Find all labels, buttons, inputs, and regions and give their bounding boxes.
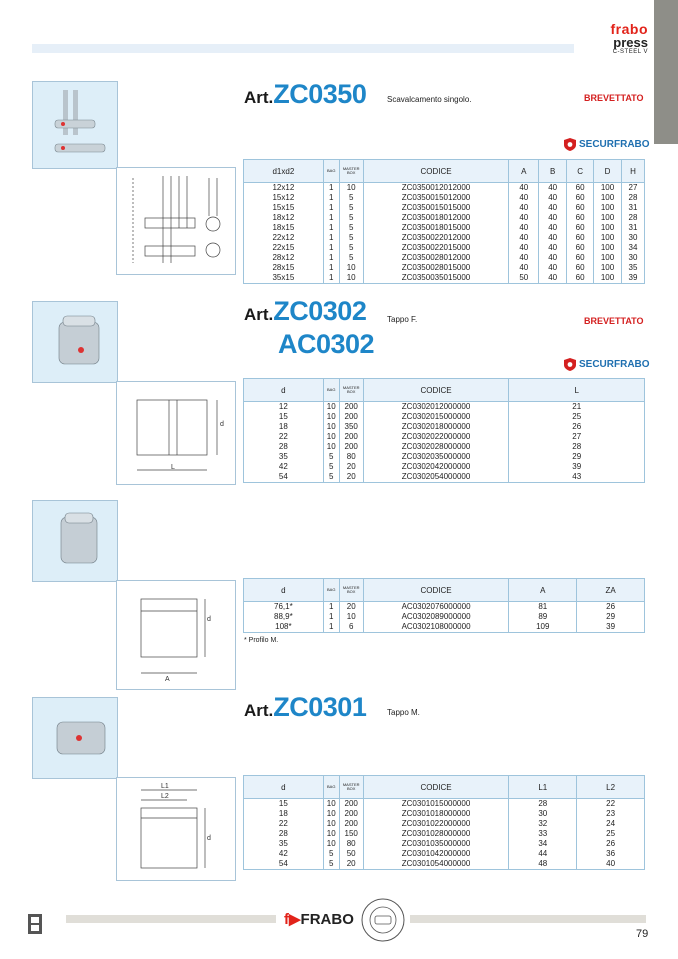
table-cell: 35 <box>622 263 645 273</box>
table-row <box>244 819 645 829</box>
table-cell: 28 <box>509 799 577 810</box>
table-cell: 100 <box>594 213 622 223</box>
table-cell: 42 <box>244 462 324 472</box>
column-header: d1xd2 <box>244 160 324 183</box>
column-header: BAG <box>323 379 339 402</box>
table-cell: 40 <box>539 203 567 213</box>
table-cell: 60 <box>567 203 594 213</box>
table-cell: 26 <box>577 602 645 613</box>
table-row <box>244 452 645 462</box>
table-row <box>244 859 645 870</box>
table-cell: 22x12 <box>244 233 324 243</box>
column-header: L <box>509 379 645 402</box>
table-cell: 40 <box>509 213 539 223</box>
table-cell: 40 <box>539 193 567 203</box>
table-cell: ZC0302028000000 <box>363 442 509 452</box>
table-cell: 25 <box>577 829 645 839</box>
table-row <box>244 799 645 810</box>
table-cell: 40 <box>509 203 539 213</box>
table-cell: 26 <box>509 422 645 432</box>
table-cell: ZC0301028000000 <box>363 829 509 839</box>
group-logo <box>4 906 62 942</box>
table-cell: 28 <box>244 829 324 839</box>
footer-band-left <box>66 915 276 923</box>
table-cell: 150 <box>339 829 363 839</box>
table-cell: 28 <box>244 442 324 452</box>
table-cell: 100 <box>594 183 622 194</box>
table-cell: 40 <box>539 233 567 243</box>
table-row <box>244 612 645 622</box>
footer-brand: f▶FRABO <box>284 911 354 928</box>
table-cell: 40 <box>539 213 567 223</box>
table-cell: 40 <box>509 253 539 263</box>
table-cell: 18 <box>244 422 324 432</box>
table-cell: 10 <box>323 412 339 422</box>
table-cell: 100 <box>594 203 622 213</box>
table-cell: 40 <box>509 223 539 233</box>
table-cell: 10 <box>323 422 339 432</box>
table-cell: ZC0350015015000 <box>363 203 509 213</box>
table-cell: 1 <box>323 602 339 613</box>
svg-text:L1: L1 <box>161 783 169 790</box>
table-row <box>244 422 645 432</box>
table-zc0350 <box>243 159 645 284</box>
table-cell: 54 <box>244 859 324 870</box>
column-header: L1 <box>509 776 577 799</box>
table-cell: 54 <box>244 472 324 483</box>
table-cell: 39 <box>577 622 645 633</box>
table-cell: 200 <box>339 799 363 810</box>
table-cell: 35x15 <box>244 273 324 284</box>
table-row <box>244 273 645 284</box>
table-cell: 1 <box>323 203 339 213</box>
svg-text:L: L <box>171 464 175 471</box>
svg-text:d: d <box>207 616 211 623</box>
article-desc-zc0301: Tappo M. <box>387 708 420 717</box>
table-cell: 5 <box>323 859 339 870</box>
securfrabo-badge-2: SECURFRABO <box>564 358 650 371</box>
top-band <box>32 44 574 53</box>
table-cell: 42 <box>244 849 324 859</box>
table-cell: ZC0302035000000 <box>363 452 509 462</box>
table-cell: 28x15 <box>244 263 324 273</box>
column-header: H <box>622 160 645 183</box>
table-cell: 60 <box>567 263 594 273</box>
table-cell: 18x15 <box>244 223 324 233</box>
table-cell: 1 <box>323 612 339 622</box>
table-cell: AC0302089000000 <box>363 612 509 622</box>
table-row <box>244 622 645 633</box>
table-cell: 100 <box>594 273 622 284</box>
table-cell: 20 <box>339 462 363 472</box>
table-row <box>244 402 645 413</box>
table-cell: 15 <box>244 799 324 810</box>
table-cell: 32 <box>509 819 577 829</box>
table-row <box>244 809 645 819</box>
table-cell: ZC0350018015000 <box>363 223 509 233</box>
table-cell: 80 <box>339 452 363 462</box>
table-cell: 35 <box>244 452 324 462</box>
table-cell: 10 <box>323 809 339 819</box>
product-photo-ac0302 <box>32 500 118 582</box>
table-cell: 60 <box>567 273 594 284</box>
table-cell: 39 <box>622 273 645 284</box>
table-cell: 10 <box>339 183 363 194</box>
table-cell: 23 <box>577 809 645 819</box>
table-cell: 30 <box>622 253 645 263</box>
svg-text:A: A <box>165 676 170 683</box>
table-cell: 350 <box>339 422 363 432</box>
column-header: BAG <box>323 776 339 799</box>
table-cell: 12 <box>244 402 324 413</box>
table-cell: 1 <box>323 243 339 253</box>
table-cell: ZC0301042000000 <box>363 849 509 859</box>
table-cell: 40 <box>577 859 645 870</box>
table-cell: 40 <box>539 183 567 194</box>
table-cell: 100 <box>594 253 622 263</box>
svg-text:d: d <box>220 421 224 428</box>
column-header: MASTER BOX <box>339 579 363 602</box>
table-cell: 5 <box>323 472 339 483</box>
table-row <box>244 442 645 452</box>
table-cell: 28 <box>622 193 645 203</box>
table-cell: ZC0302054000000 <box>363 472 509 483</box>
shield-icon <box>564 138 576 151</box>
table-cell: 100 <box>594 193 622 203</box>
table-cell: 36 <box>577 849 645 859</box>
table-cell: 20 <box>339 472 363 483</box>
table-cell: 100 <box>594 223 622 233</box>
table-cell: 40 <box>509 193 539 203</box>
patent-label: BREVETTATO <box>584 93 644 103</box>
table-cell: 10 <box>323 819 339 829</box>
svg-text:d: d <box>207 835 211 842</box>
table-cell: 44 <box>509 849 577 859</box>
securfrabo-badge: SECURFRABO <box>564 138 650 151</box>
table-cell: 89 <box>509 612 577 622</box>
article-desc-zc0302: Tappo F. <box>387 315 418 324</box>
table-row <box>244 412 645 422</box>
table-cell: 5 <box>339 233 363 243</box>
table-row <box>244 213 645 223</box>
table-cell: 10 <box>339 273 363 284</box>
table-cell: ZC0301018000000 <box>363 809 509 819</box>
table-cell: 22 <box>244 432 324 442</box>
table-cell: 60 <box>567 213 594 223</box>
table-cell: 200 <box>339 819 363 829</box>
table-cell: 5 <box>339 213 363 223</box>
table-cell: 30 <box>622 233 645 243</box>
column-header: ZA <box>577 579 645 602</box>
table-cell: 5 <box>339 223 363 233</box>
table-row <box>244 432 645 442</box>
table-cell: 33 <box>509 829 577 839</box>
column-header: CODICE <box>363 160 509 183</box>
table-cell: AC0302076000000 <box>363 602 509 613</box>
column-header: CODICE <box>363 579 509 602</box>
product-photo-zc0302 <box>32 301 118 383</box>
table-cell: 34 <box>622 243 645 253</box>
table-ac0302 <box>243 578 645 633</box>
table-cell: 5 <box>339 253 363 263</box>
table-cell: 100 <box>594 243 622 253</box>
table-cell: 40 <box>539 243 567 253</box>
table-cell: ZC0302012000000 <box>363 402 509 413</box>
table-cell: 1 <box>323 622 339 633</box>
column-header: BAG <box>323 579 339 602</box>
table-cell: 24 <box>577 819 645 829</box>
table-cell: 5 <box>323 452 339 462</box>
table-cell: 29 <box>577 612 645 622</box>
table-row <box>244 472 645 483</box>
table-zc0301 <box>243 775 645 870</box>
product-photo-zc0350 <box>32 81 118 169</box>
table-cell: ZC0350015012000 <box>363 193 509 203</box>
table-cell: ZC0350018012000 <box>363 213 509 223</box>
table-row <box>244 183 645 194</box>
table-cell: 10 <box>323 799 339 810</box>
table-cell: 81 <box>509 602 577 613</box>
table-cell: 100 <box>594 263 622 273</box>
table-cell: 5 <box>339 243 363 253</box>
table-cell: 43 <box>509 472 645 483</box>
table-cell: 28 <box>509 442 645 452</box>
table-cell: 15 <box>244 412 324 422</box>
table-cell: AC0302108000000 <box>363 622 509 633</box>
table-cell: 40 <box>539 273 567 284</box>
article-title-zc0302: Art.ZC0302 AC0302 <box>244 296 375 359</box>
footnote-profile: * Profilo M. <box>244 637 279 644</box>
table-cell: ZC0350012012000 <box>363 183 509 194</box>
table-cell: 10 <box>339 263 363 273</box>
table-cell: ZC0350022012000 <box>363 233 509 243</box>
table-cell: 20 <box>339 602 363 613</box>
table-cell: 40 <box>509 263 539 273</box>
table-cell: 1 <box>323 193 339 203</box>
column-header: MASTER BOX <box>339 379 363 402</box>
table-cell: 40 <box>509 243 539 253</box>
table-cell: 6 <box>339 622 363 633</box>
table-cell: 76,1* <box>244 602 324 613</box>
table-cell: 22x15 <box>244 243 324 253</box>
shield-icon <box>564 358 576 371</box>
table-cell: 40 <box>509 183 539 194</box>
table-cell: 10 <box>323 829 339 839</box>
table-row <box>244 602 645 613</box>
page-number: 79 <box>636 928 649 940</box>
table-cell: 109 <box>509 622 577 633</box>
product-photo-zc0301 <box>32 697 118 779</box>
column-header: L2 <box>577 776 645 799</box>
column-header: d <box>244 776 324 799</box>
column-header: d <box>244 379 324 402</box>
table-cell: 1 <box>323 213 339 223</box>
table-cell: 15x12 <box>244 193 324 203</box>
table-cell: ZC0350028012000 <box>363 253 509 263</box>
table-row <box>244 829 645 839</box>
table-cell: 80 <box>339 839 363 849</box>
table-cell: 18x12 <box>244 213 324 223</box>
technical-drawing-ac0302 <box>116 580 236 690</box>
table-cell: ZC0301054000000 <box>363 859 509 870</box>
table-cell: 60 <box>567 243 594 253</box>
side-tab <box>654 0 678 144</box>
column-header: MASTER BOX <box>339 776 363 799</box>
table-cell: 35 <box>244 839 324 849</box>
table-cell: 27 <box>622 183 645 194</box>
table-cell: 28 <box>622 213 645 223</box>
column-header: CODICE <box>363 776 509 799</box>
table-row <box>244 263 645 273</box>
table-cell: ZC0301035000000 <box>363 839 509 849</box>
table-cell: ZC0302015000000 <box>363 412 509 422</box>
table-cell: 5 <box>323 462 339 472</box>
table-cell: ZC0302042000000 <box>363 462 509 472</box>
table-cell: 1 <box>323 263 339 273</box>
table-cell: 22 <box>244 819 324 829</box>
table-cell: 20 <box>339 859 363 870</box>
table-cell: 200 <box>339 809 363 819</box>
technical-drawing-zc0302 <box>116 381 236 485</box>
table-cell: ZC0350022015000 <box>363 243 509 253</box>
table-cell: 60 <box>567 233 594 243</box>
table-row <box>244 203 645 213</box>
article-desc-zc0350: Scavalcamento singolo. <box>387 95 472 104</box>
table-cell: 10 <box>339 612 363 622</box>
table-cell: 31 <box>622 223 645 233</box>
column-header: BAG <box>323 160 339 183</box>
table-cell: 5 <box>339 203 363 213</box>
table-cell: 18 <box>244 809 324 819</box>
table-cell: 200 <box>339 432 363 442</box>
table-cell: 40 <box>539 253 567 263</box>
certification-seal-icon <box>360 897 406 948</box>
table-cell: 200 <box>339 412 363 422</box>
table-cell: 48 <box>509 859 577 870</box>
column-header: MASTER BOX <box>339 160 363 183</box>
article-title-zc0301: Art.ZC0301 <box>244 692 367 722</box>
table-cell: 40 <box>539 223 567 233</box>
table-cell: ZC0350035015000 <box>363 273 509 284</box>
table-cell: 34 <box>509 839 577 849</box>
table-cell: 15x15 <box>244 203 324 213</box>
table-cell: 5 <box>339 193 363 203</box>
table-cell: 10 <box>323 442 339 452</box>
brand-logo: frabo press C-STEEL V <box>610 21 648 55</box>
table-cell: 100 <box>594 233 622 243</box>
table-cell: 25 <box>509 412 645 422</box>
table-cell: 200 <box>339 402 363 413</box>
table-row <box>244 462 645 472</box>
table-cell: 50 <box>509 273 539 284</box>
footer-band-right <box>410 915 646 923</box>
table-cell: 1 <box>323 183 339 194</box>
svg-text:L2: L2 <box>161 793 169 800</box>
table-row <box>244 839 645 849</box>
table-cell: 88,9* <box>244 612 324 622</box>
table-cell: 60 <box>567 253 594 263</box>
table-row <box>244 849 645 859</box>
table-cell: 29 <box>509 452 645 462</box>
column-header: B <box>539 160 567 183</box>
table-cell: 5 <box>323 849 339 859</box>
table-cell: 40 <box>509 233 539 243</box>
table-cell: 21 <box>509 402 645 413</box>
table-zc0302 <box>243 378 645 483</box>
table-cell: 1 <box>323 253 339 263</box>
table-cell: 10 <box>323 432 339 442</box>
column-header: D <box>594 160 622 183</box>
table-row <box>244 233 645 243</box>
table-cell: 31 <box>622 203 645 213</box>
technical-drawing-zc0350 <box>116 167 236 275</box>
table-cell: 60 <box>567 183 594 194</box>
table-cell: 1 <box>323 223 339 233</box>
table-cell: 39 <box>509 462 645 472</box>
patent-label-2: BREVETTATO <box>584 316 644 326</box>
table-cell: 1 <box>323 233 339 243</box>
table-cell: 12x12 <box>244 183 324 194</box>
technical-drawing-zc0301 <box>116 777 236 881</box>
article-title-zc0350: Art.ZC0350 <box>244 79 367 109</box>
table-cell: 10 <box>323 402 339 413</box>
table-cell: 28x12 <box>244 253 324 263</box>
table-cell: 60 <box>567 193 594 203</box>
table-cell: ZC0301015000000 <box>363 799 509 810</box>
table-row <box>244 223 645 233</box>
table-cell: 200 <box>339 442 363 452</box>
table-cell: ZC0302022000000 <box>363 432 509 442</box>
table-cell: 10 <box>323 839 339 849</box>
column-header: A <box>509 579 577 602</box>
table-cell: 22 <box>577 799 645 810</box>
column-header: A <box>509 160 539 183</box>
column-header: d <box>244 579 324 602</box>
table-cell: 60 <box>567 223 594 233</box>
table-cell: 50 <box>339 849 363 859</box>
table-cell: 1 <box>323 273 339 284</box>
column-header: C <box>567 160 594 183</box>
table-cell: 40 <box>539 263 567 273</box>
table-cell: 26 <box>577 839 645 849</box>
table-row <box>244 243 645 253</box>
table-cell: ZC0302018000000 <box>363 422 509 432</box>
table-row <box>244 193 645 203</box>
table-cell: ZC0350028015000 <box>363 263 509 273</box>
column-header: CODICE <box>363 379 509 402</box>
table-cell: 108* <box>244 622 324 633</box>
table-row <box>244 253 645 263</box>
table-cell: 27 <box>509 432 645 442</box>
table-cell: ZC0301022000000 <box>363 819 509 829</box>
table-cell: 30 <box>509 809 577 819</box>
